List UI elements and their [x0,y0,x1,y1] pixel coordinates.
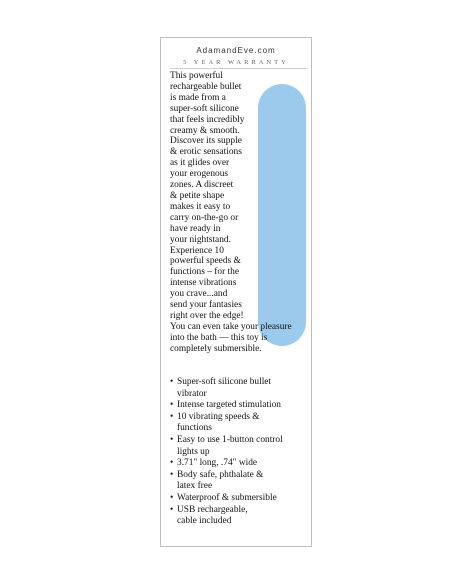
description-line: zones. A discreet [170,180,234,191]
description-line: send your fantasies [170,300,242,311]
description-line: is made from a [170,92,226,103]
brand-name: AdamandEve.com [196,46,276,55]
feature-text: • Easy to use 1-button control [177,434,283,445]
description-line: Discover its supple [170,136,242,147]
feature-list [170,377,310,528]
product-card [160,37,312,547]
description-line: into the bath — this toy is [170,332,268,343]
description-line: rechargeable bullet [170,81,242,92]
feature-item [170,505,310,528]
description-line: right over the edge! [170,310,244,321]
feature-text: • 3.71" long, .74" wide [177,458,258,469]
description-line: intense vibrations [170,278,237,289]
feature-text: lights up [177,446,210,457]
description-line: This powerful [170,71,223,81]
description-line: Experience 10 [170,245,224,256]
feature-item [170,470,310,493]
description-line: your erogenous [170,169,229,180]
description-line: & petite shape [170,190,225,201]
feature-text: • USB rechargeable, [177,504,248,515]
header-divider [170,68,307,69]
feature-text: • Intense targeted stimulation [177,400,281,411]
description-line: your nightstand. [170,234,231,245]
feature-text: • Body safe, phthalate & [177,469,264,480]
feature-text: cable included [177,516,232,527]
feature-text: • Super-soft silicone bullet [177,377,272,387]
feature-text: vibrator [177,388,207,399]
feature-item [170,458,310,470]
product-description [170,71,310,355]
feature-text: • 10 vibrating speeds & [177,411,260,422]
feature-text: • Waterproof & submersible [177,492,277,503]
description-line: super-soft silicone [170,103,239,114]
description-line: carry on-the-go or [170,212,239,223]
feature-item [170,412,310,435]
description-line: makes it easy to [170,201,231,212]
description-line: powerful speeds & [170,256,241,267]
description-line: completely submersible. [170,343,262,354]
description-line: as it glides over [170,158,230,169]
description-line: You can even take your pleasure [170,321,292,332]
warranty-label: 5 YEAR WARRANTY [183,59,289,66]
description-line: that feels incredibly [170,114,245,125]
description-line: have ready in [170,223,221,234]
feature-text: functions [177,423,212,434]
description-line: functions – for the [170,267,239,278]
description-line: & erotic sensations [170,147,242,158]
feature-item [170,377,310,400]
description-line: creamy & smooth. [170,125,240,136]
feature-text: latex free [177,481,213,492]
feature-item [170,400,310,412]
feature-item [170,493,310,505]
feature-item [170,435,310,458]
description-line: you crave...and [170,289,228,300]
